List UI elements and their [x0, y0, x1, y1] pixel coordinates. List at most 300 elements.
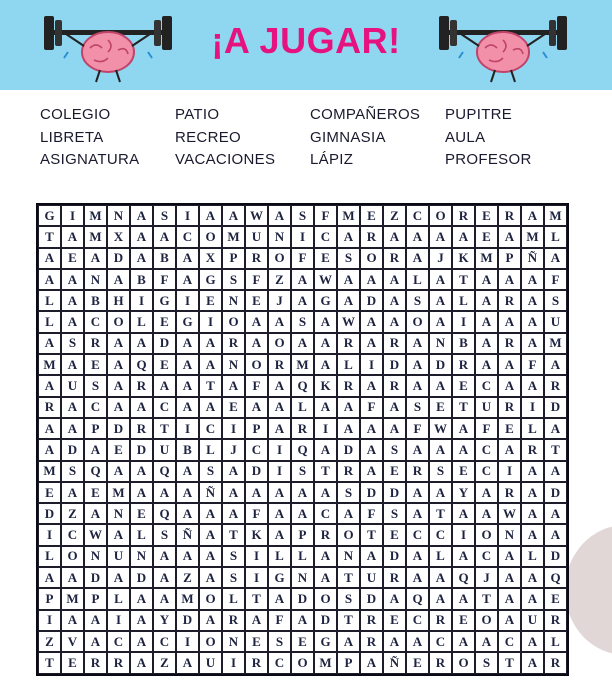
grid-letter-cell[interactable]: I — [268, 461, 291, 482]
grid-letter-cell[interactable]: L — [406, 269, 429, 290]
grid-letter-cell[interactable]: A — [452, 418, 475, 439]
grid-letter-cell[interactable]: Q — [406, 588, 429, 609]
grid-letter-cell[interactable]: N — [429, 333, 452, 354]
grid-letter-cell[interactable]: A — [61, 482, 84, 503]
grid-letter-cell[interactable]: A — [337, 631, 360, 652]
grid-letter-cell[interactable]: A — [521, 375, 544, 396]
grid-letter-cell[interactable]: I — [498, 461, 521, 482]
grid-letter-cell[interactable]: A — [337, 503, 360, 524]
grid-letter-cell[interactable]: T — [38, 226, 61, 247]
grid-letter-cell[interactable]: A — [153, 375, 176, 396]
grid-letter-cell[interactable]: U — [360, 567, 383, 588]
grid-letter-cell[interactable]: S — [268, 631, 291, 652]
grid-letter-cell[interactable]: R — [337, 375, 360, 396]
grid-letter-cell[interactable]: A — [406, 354, 429, 375]
grid-letter-cell[interactable]: A — [130, 631, 153, 652]
grid-letter-cell[interactable]: G — [153, 290, 176, 311]
grid-letter-cell[interactable]: C — [268, 652, 291, 673]
grid-letter-cell[interactable]: M — [38, 354, 61, 375]
grid-letter-cell[interactable]: Z — [383, 205, 406, 226]
grid-letter-cell[interactable]: A — [314, 354, 337, 375]
grid-letter-cell[interactable]: I — [245, 546, 268, 567]
grid-letter-cell[interactable]: R — [107, 652, 130, 673]
grid-letter-cell[interactable]: R — [222, 333, 245, 354]
grid-letter-cell[interactable]: A — [406, 248, 429, 269]
grid-letter-cell[interactable]: A — [245, 482, 268, 503]
grid-letter-cell[interactable]: A — [176, 375, 199, 396]
grid-letter-cell[interactable]: U — [544, 311, 567, 332]
grid-letter-cell[interactable]: L — [38, 311, 61, 332]
grid-letter-cell[interactable]: S — [383, 439, 406, 460]
grid-letter-cell[interactable]: M — [544, 333, 567, 354]
grid-letter-cell[interactable]: E — [383, 524, 406, 545]
grid-letter-cell[interactable]: E — [222, 397, 245, 418]
grid-letter-cell[interactable]: Q — [452, 567, 475, 588]
grid-letter-cell[interactable]: R — [38, 397, 61, 418]
grid-letter-cell[interactable]: A — [130, 482, 153, 503]
grid-letter-cell[interactable]: S — [61, 333, 84, 354]
grid-letter-cell[interactable]: A — [245, 610, 268, 631]
grid-letter-cell[interactable]: A — [268, 205, 291, 226]
grid-letter-cell[interactable]: O — [452, 652, 475, 673]
grid-letter-cell[interactable]: A — [107, 524, 130, 545]
grid-letter-cell[interactable]: A — [176, 248, 199, 269]
grid-letter-cell[interactable]: M — [521, 226, 544, 247]
grid-letter-cell[interactable]: D — [383, 546, 406, 567]
grid-letter-cell[interactable]: C — [475, 375, 498, 396]
grid-letter-cell[interactable]: M — [314, 652, 337, 673]
grid-letter-cell[interactable]: B — [153, 248, 176, 269]
grid-letter-cell[interactable]: T — [337, 567, 360, 588]
grid-letter-cell[interactable]: A — [406, 546, 429, 567]
grid-letter-cell[interactable]: Ñ — [521, 248, 544, 269]
grid-letter-cell[interactable]: A — [521, 482, 544, 503]
grid-letter-cell[interactable]: D — [245, 461, 268, 482]
grid-letter-cell[interactable]: T — [245, 588, 268, 609]
grid-letter-cell[interactable]: L — [38, 290, 61, 311]
grid-letter-cell[interactable]: M — [291, 354, 314, 375]
grid-letter-cell[interactable]: A — [268, 418, 291, 439]
grid-letter-cell[interactable]: X — [199, 248, 222, 269]
grid-letter-cell[interactable]: A — [38, 248, 61, 269]
grid-letter-cell[interactable]: O — [475, 524, 498, 545]
grid-letter-cell[interactable]: I — [176, 631, 199, 652]
grid-letter-cell[interactable]: Q — [153, 503, 176, 524]
grid-letter-cell[interactable]: N — [222, 631, 245, 652]
grid-letter-cell[interactable]: A — [360, 333, 383, 354]
grid-letter-cell[interactable]: A — [544, 461, 567, 482]
grid-letter-cell[interactable]: I — [452, 524, 475, 545]
grid-letter-cell[interactable]: R — [222, 610, 245, 631]
grid-letter-cell[interactable]: A — [268, 311, 291, 332]
grid-letter-cell[interactable]: W — [429, 418, 452, 439]
grid-letter-cell[interactable]: G — [199, 269, 222, 290]
grid-letter-cell[interactable]: E — [314, 248, 337, 269]
grid-letter-cell[interactable]: L — [38, 546, 61, 567]
grid-letter-cell[interactable]: I — [222, 652, 245, 673]
grid-letter-cell[interactable]: E — [475, 226, 498, 247]
grid-letter-cell[interactable]: S — [222, 567, 245, 588]
grid-letter-cell[interactable]: D — [130, 439, 153, 460]
grid-letter-cell[interactable]: P — [222, 248, 245, 269]
grid-letter-cell[interactable]: A — [199, 524, 222, 545]
grid-letter-cell[interactable]: G — [314, 631, 337, 652]
grid-letter-cell[interactable]: S — [222, 546, 245, 567]
grid-letter-cell[interactable]: F — [544, 269, 567, 290]
grid-letter-cell[interactable]: G — [38, 205, 61, 226]
grid-letter-cell[interactable]: A — [268, 503, 291, 524]
grid-letter-cell[interactable]: A — [199, 610, 222, 631]
grid-letter-cell[interactable]: X — [107, 226, 130, 247]
grid-letter-cell[interactable]: A — [337, 226, 360, 247]
grid-letter-cell[interactable]: A — [406, 503, 429, 524]
grid-letter-cell[interactable]: W — [337, 311, 360, 332]
grid-letter-cell[interactable]: R — [314, 524, 337, 545]
grid-letter-cell[interactable]: A — [268, 588, 291, 609]
grid-letter-cell[interactable]: D — [383, 482, 406, 503]
grid-letter-cell[interactable]: L — [521, 546, 544, 567]
grid-letter-cell[interactable]: F — [360, 397, 383, 418]
grid-letter-cell[interactable]: A — [383, 631, 406, 652]
grid-letter-cell[interactable]: E — [498, 418, 521, 439]
grid-letter-cell[interactable]: A — [498, 439, 521, 460]
grid-letter-cell[interactable]: I — [38, 610, 61, 631]
grid-letter-cell[interactable]: A — [130, 652, 153, 673]
grid-letter-cell[interactable]: B — [130, 269, 153, 290]
grid-letter-cell[interactable]: A — [544, 524, 567, 545]
grid-letter-cell[interactable]: P — [291, 524, 314, 545]
grid-letter-cell[interactable]: R — [498, 333, 521, 354]
grid-letter-cell[interactable]: Ñ — [176, 524, 199, 545]
grid-letter-cell[interactable]: A — [475, 269, 498, 290]
grid-letter-cell[interactable]: R — [452, 354, 475, 375]
grid-letter-cell[interactable]: F — [245, 503, 268, 524]
grid-letter-cell[interactable]: R — [383, 333, 406, 354]
grid-letter-cell[interactable]: A — [337, 418, 360, 439]
grid-letter-cell[interactable]: E — [360, 205, 383, 226]
grid-letter-cell[interactable]: L — [452, 290, 475, 311]
grid-letter-cell[interactable]: A — [360, 439, 383, 460]
grid-letter-cell[interactable]: I — [176, 205, 199, 226]
grid-letter-cell[interactable]: A — [61, 354, 84, 375]
grid-letter-cell[interactable]: T — [337, 610, 360, 631]
grid-letter-cell[interactable]: M — [38, 461, 61, 482]
grid-letter-cell[interactable]: A — [498, 610, 521, 631]
grid-letter-cell[interactable]: R — [245, 248, 268, 269]
grid-letter-cell[interactable]: A — [544, 418, 567, 439]
grid-letter-cell[interactable]: E — [429, 397, 452, 418]
grid-letter-cell[interactable]: B — [452, 333, 475, 354]
grid-letter-cell[interactable]: C — [429, 524, 452, 545]
grid-letter-cell[interactable]: B — [176, 439, 199, 460]
grid-letter-cell[interactable]: H — [107, 290, 130, 311]
grid-letter-cell[interactable]: R — [268, 354, 291, 375]
grid-letter-cell[interactable]: A — [176, 269, 199, 290]
grid-letter-cell[interactable]: A — [291, 290, 314, 311]
grid-letter-cell[interactable]: D — [360, 588, 383, 609]
grid-letter-cell[interactable]: R — [383, 567, 406, 588]
grid-letter-cell[interactable]: S — [291, 311, 314, 332]
grid-letter-cell[interactable]: A — [521, 269, 544, 290]
grid-letter-cell[interactable]: O — [222, 311, 245, 332]
grid-letter-cell[interactable]: A — [429, 311, 452, 332]
grid-letter-cell[interactable]: L — [544, 631, 567, 652]
grid-letter-cell[interactable]: S — [61, 461, 84, 482]
grid-letter-cell[interactable]: A — [199, 567, 222, 588]
grid-letter-cell[interactable]: L — [199, 439, 222, 460]
grid-letter-cell[interactable]: A — [61, 567, 84, 588]
grid-letter-cell[interactable]: M — [84, 226, 107, 247]
grid-letter-cell[interactable]: A — [268, 482, 291, 503]
grid-letter-cell[interactable]: U — [61, 375, 84, 396]
grid-letter-cell[interactable]: O — [475, 610, 498, 631]
grid-letter-cell[interactable]: A — [521, 205, 544, 226]
grid-letter-cell[interactable]: A — [130, 205, 153, 226]
grid-letter-cell[interactable]: U — [245, 226, 268, 247]
grid-letter-cell[interactable]: T — [222, 524, 245, 545]
grid-letter-cell[interactable]: E — [107, 439, 130, 460]
grid-letter-cell[interactable]: R — [498, 205, 521, 226]
grid-letter-cell[interactable]: A — [314, 482, 337, 503]
grid-letter-cell[interactable]: A — [245, 397, 268, 418]
grid-letter-cell[interactable]: S — [222, 269, 245, 290]
grid-letter-cell[interactable]: A — [360, 311, 383, 332]
grid-letter-cell[interactable]: T — [199, 375, 222, 396]
grid-letter-cell[interactable]: A — [314, 439, 337, 460]
grid-letter-cell[interactable]: A — [521, 311, 544, 332]
grid-letter-cell[interactable]: A — [130, 333, 153, 354]
grid-letter-cell[interactable]: A — [245, 333, 268, 354]
grid-letter-cell[interactable]: A — [521, 631, 544, 652]
grid-letter-cell[interactable]: O — [268, 333, 291, 354]
grid-letter-cell[interactable]: A — [130, 610, 153, 631]
grid-letter-cell[interactable]: A — [544, 354, 567, 375]
grid-letter-cell[interactable]: R — [452, 205, 475, 226]
grid-letter-cell[interactable]: A — [498, 375, 521, 396]
grid-letter-cell[interactable]: Ñ — [383, 652, 406, 673]
grid-letter-cell[interactable]: L — [130, 524, 153, 545]
grid-letter-cell[interactable]: Y — [452, 482, 475, 503]
grid-letter-cell[interactable]: E — [245, 290, 268, 311]
grid-letter-cell[interactable]: A — [130, 226, 153, 247]
grid-letter-cell[interactable]: D — [429, 354, 452, 375]
grid-letter-cell[interactable]: E — [153, 354, 176, 375]
grid-letter-cell[interactable]: A — [475, 290, 498, 311]
grid-letter-cell[interactable]: T — [498, 652, 521, 673]
grid-letter-cell[interactable]: A — [429, 439, 452, 460]
grid-letter-cell[interactable]: Q — [84, 461, 107, 482]
grid-letter-cell[interactable]: E — [84, 354, 107, 375]
grid-letter-cell[interactable]: A — [199, 397, 222, 418]
grid-letter-cell[interactable]: B — [84, 290, 107, 311]
grid-letter-cell[interactable]: F — [268, 610, 291, 631]
grid-letter-cell[interactable]: A — [475, 354, 498, 375]
grid-letter-cell[interactable]: A — [406, 226, 429, 247]
grid-letter-cell[interactable]: A — [406, 333, 429, 354]
grid-letter-cell[interactable]: A — [360, 652, 383, 673]
grid-letter-cell[interactable]: A — [521, 503, 544, 524]
grid-letter-cell[interactable]: A — [429, 567, 452, 588]
grid-letter-cell[interactable]: A — [107, 397, 130, 418]
grid-letter-cell[interactable]: D — [38, 503, 61, 524]
grid-letter-cell[interactable]: F — [245, 269, 268, 290]
grid-letter-cell[interactable]: I — [268, 439, 291, 460]
grid-letter-cell[interactable]: I — [291, 226, 314, 247]
grid-letter-cell[interactable]: C — [314, 226, 337, 247]
grid-letter-cell[interactable]: L — [268, 546, 291, 567]
grid-letter-cell[interactable]: L — [291, 397, 314, 418]
grid-letter-cell[interactable]: C — [475, 461, 498, 482]
grid-letter-cell[interactable]: T — [38, 652, 61, 673]
grid-letter-cell[interactable]: A — [222, 375, 245, 396]
grid-letter-cell[interactable]: A — [360, 546, 383, 567]
grid-letter-cell[interactable]: A — [429, 375, 452, 396]
grid-letter-cell[interactable]: A — [337, 290, 360, 311]
grid-letter-cell[interactable]: E — [544, 588, 567, 609]
grid-letter-cell[interactable]: S — [291, 461, 314, 482]
grid-letter-cell[interactable]: A — [475, 503, 498, 524]
grid-letter-cell[interactable]: A — [268, 397, 291, 418]
grid-letter-cell[interactable]: A — [383, 311, 406, 332]
grid-letter-cell[interactable]: A — [498, 354, 521, 375]
grid-letter-cell[interactable]: R — [360, 226, 383, 247]
grid-letter-cell[interactable]: C — [406, 610, 429, 631]
grid-letter-cell[interactable]: A — [498, 311, 521, 332]
grid-letter-cell[interactable]: C — [153, 631, 176, 652]
grid-letter-cell[interactable]: P — [84, 418, 107, 439]
grid-letter-cell[interactable]: I — [176, 290, 199, 311]
grid-letter-cell[interactable]: R — [429, 610, 452, 631]
grid-letter-cell[interactable]: A — [130, 397, 153, 418]
grid-letter-cell[interactable]: A — [337, 269, 360, 290]
grid-letter-cell[interactable]: C — [245, 439, 268, 460]
grid-letter-cell[interactable]: A — [176, 503, 199, 524]
grid-letter-cell[interactable]: L — [107, 588, 130, 609]
grid-letter-cell[interactable]: D — [61, 439, 84, 460]
grid-letter-cell[interactable]: T — [452, 269, 475, 290]
grid-letter-cell[interactable]: A — [153, 567, 176, 588]
grid-letter-cell[interactable]: O — [199, 226, 222, 247]
grid-letter-cell[interactable]: R — [383, 375, 406, 396]
grid-letter-cell[interactable]: N — [130, 546, 153, 567]
grid-letter-cell[interactable]: R — [337, 461, 360, 482]
grid-letter-cell[interactable]: O — [406, 311, 429, 332]
grid-letter-cell[interactable]: G — [314, 290, 337, 311]
grid-letter-cell[interactable]: E — [383, 610, 406, 631]
grid-letter-cell[interactable]: R — [544, 610, 567, 631]
grid-letter-cell[interactable]: Z — [61, 503, 84, 524]
grid-letter-cell[interactable]: A — [199, 354, 222, 375]
grid-letter-cell[interactable]: A — [107, 269, 130, 290]
grid-letter-cell[interactable]: T — [314, 461, 337, 482]
grid-letter-cell[interactable]: A — [61, 269, 84, 290]
grid-letter-cell[interactable]: A — [452, 631, 475, 652]
grid-letter-cell[interactable]: A — [475, 631, 498, 652]
grid-letter-cell[interactable]: A — [498, 567, 521, 588]
grid-letter-cell[interactable]: L — [337, 354, 360, 375]
grid-letter-cell[interactable]: D — [107, 418, 130, 439]
grid-letter-cell[interactable]: L — [429, 546, 452, 567]
grid-letter-cell[interactable]: M — [107, 482, 130, 503]
grid-letter-cell[interactable]: G — [268, 567, 291, 588]
grid-letter-cell[interactable]: N — [337, 546, 360, 567]
grid-letter-cell[interactable]: A — [291, 610, 314, 631]
grid-letter-cell[interactable]: A — [38, 439, 61, 460]
grid-letter-cell[interactable]: A — [337, 397, 360, 418]
grid-letter-cell[interactable]: A — [176, 546, 199, 567]
grid-letter-cell[interactable]: C — [406, 205, 429, 226]
grid-letter-cell[interactable]: A — [130, 588, 153, 609]
grid-letter-cell[interactable]: I — [38, 524, 61, 545]
grid-letter-cell[interactable]: M — [544, 205, 567, 226]
grid-letter-cell[interactable]: F — [245, 375, 268, 396]
grid-letter-cell[interactable]: A — [107, 567, 130, 588]
grid-letter-cell[interactable]: A — [130, 461, 153, 482]
grid-letter-cell[interactable]: K — [452, 248, 475, 269]
grid-letter-cell[interactable]: A — [544, 248, 567, 269]
grid-letter-cell[interactable]: P — [38, 588, 61, 609]
grid-letter-cell[interactable]: C — [84, 311, 107, 332]
grid-letter-cell[interactable]: A — [429, 226, 452, 247]
grid-letter-cell[interactable]: N — [107, 503, 130, 524]
grid-letter-cell[interactable]: A — [291, 482, 314, 503]
grid-letter-cell[interactable]: D — [130, 567, 153, 588]
grid-letter-cell[interactable]: A — [107, 461, 130, 482]
grid-letter-cell[interactable]: A — [498, 226, 521, 247]
grid-letter-cell[interactable]: G — [176, 311, 199, 332]
grid-letter-cell[interactable]: C — [107, 631, 130, 652]
grid-letter-cell[interactable]: A — [176, 482, 199, 503]
grid-letter-cell[interactable]: P — [498, 248, 521, 269]
grid-letter-cell[interactable]: N — [107, 205, 130, 226]
grid-letter-cell[interactable]: N — [84, 546, 107, 567]
grid-letter-cell[interactable]: J — [429, 248, 452, 269]
grid-letter-cell[interactable]: A — [383, 397, 406, 418]
grid-letter-cell[interactable]: S — [406, 290, 429, 311]
grid-letter-cell[interactable]: Z — [176, 567, 199, 588]
grid-letter-cell[interactable]: W — [245, 205, 268, 226]
grid-letter-cell[interactable]: A — [291, 333, 314, 354]
grid-letter-cell[interactable]: Q — [544, 567, 567, 588]
grid-letter-cell[interactable]: D — [544, 546, 567, 567]
grid-letter-cell[interactable]: T — [452, 397, 475, 418]
grid-letter-cell[interactable]: M — [84, 205, 107, 226]
grid-letter-cell[interactable]: L — [222, 588, 245, 609]
grid-letter-cell[interactable]: A — [107, 354, 130, 375]
grid-letter-cell[interactable]: A — [314, 546, 337, 567]
grid-letter-cell[interactable]: A — [429, 269, 452, 290]
grid-letter-cell[interactable]: A — [429, 290, 452, 311]
grid-letter-cell[interactable]: A — [268, 375, 291, 396]
grid-letter-cell[interactable]: E — [406, 652, 429, 673]
grid-letter-cell[interactable]: F — [291, 248, 314, 269]
grid-letter-cell[interactable]: A — [222, 461, 245, 482]
grid-letter-cell[interactable]: A — [199, 503, 222, 524]
grid-letter-cell[interactable]: R — [245, 652, 268, 673]
grid-letter-cell[interactable]: C — [199, 418, 222, 439]
grid-letter-cell[interactable]: R — [544, 652, 567, 673]
grid-letter-cell[interactable]: A — [176, 652, 199, 673]
grid-letter-cell[interactable]: A — [406, 482, 429, 503]
grid-letter-cell[interactable]: K — [314, 375, 337, 396]
grid-letter-cell[interactable]: D — [153, 333, 176, 354]
grid-letter-cell[interactable]: A — [498, 269, 521, 290]
grid-letter-cell[interactable]: E — [291, 631, 314, 652]
grid-letter-cell[interactable]: R — [521, 439, 544, 460]
grid-letter-cell[interactable]: O — [61, 546, 84, 567]
grid-letter-cell[interactable]: I — [452, 311, 475, 332]
grid-letter-cell[interactable]: A — [199, 546, 222, 567]
